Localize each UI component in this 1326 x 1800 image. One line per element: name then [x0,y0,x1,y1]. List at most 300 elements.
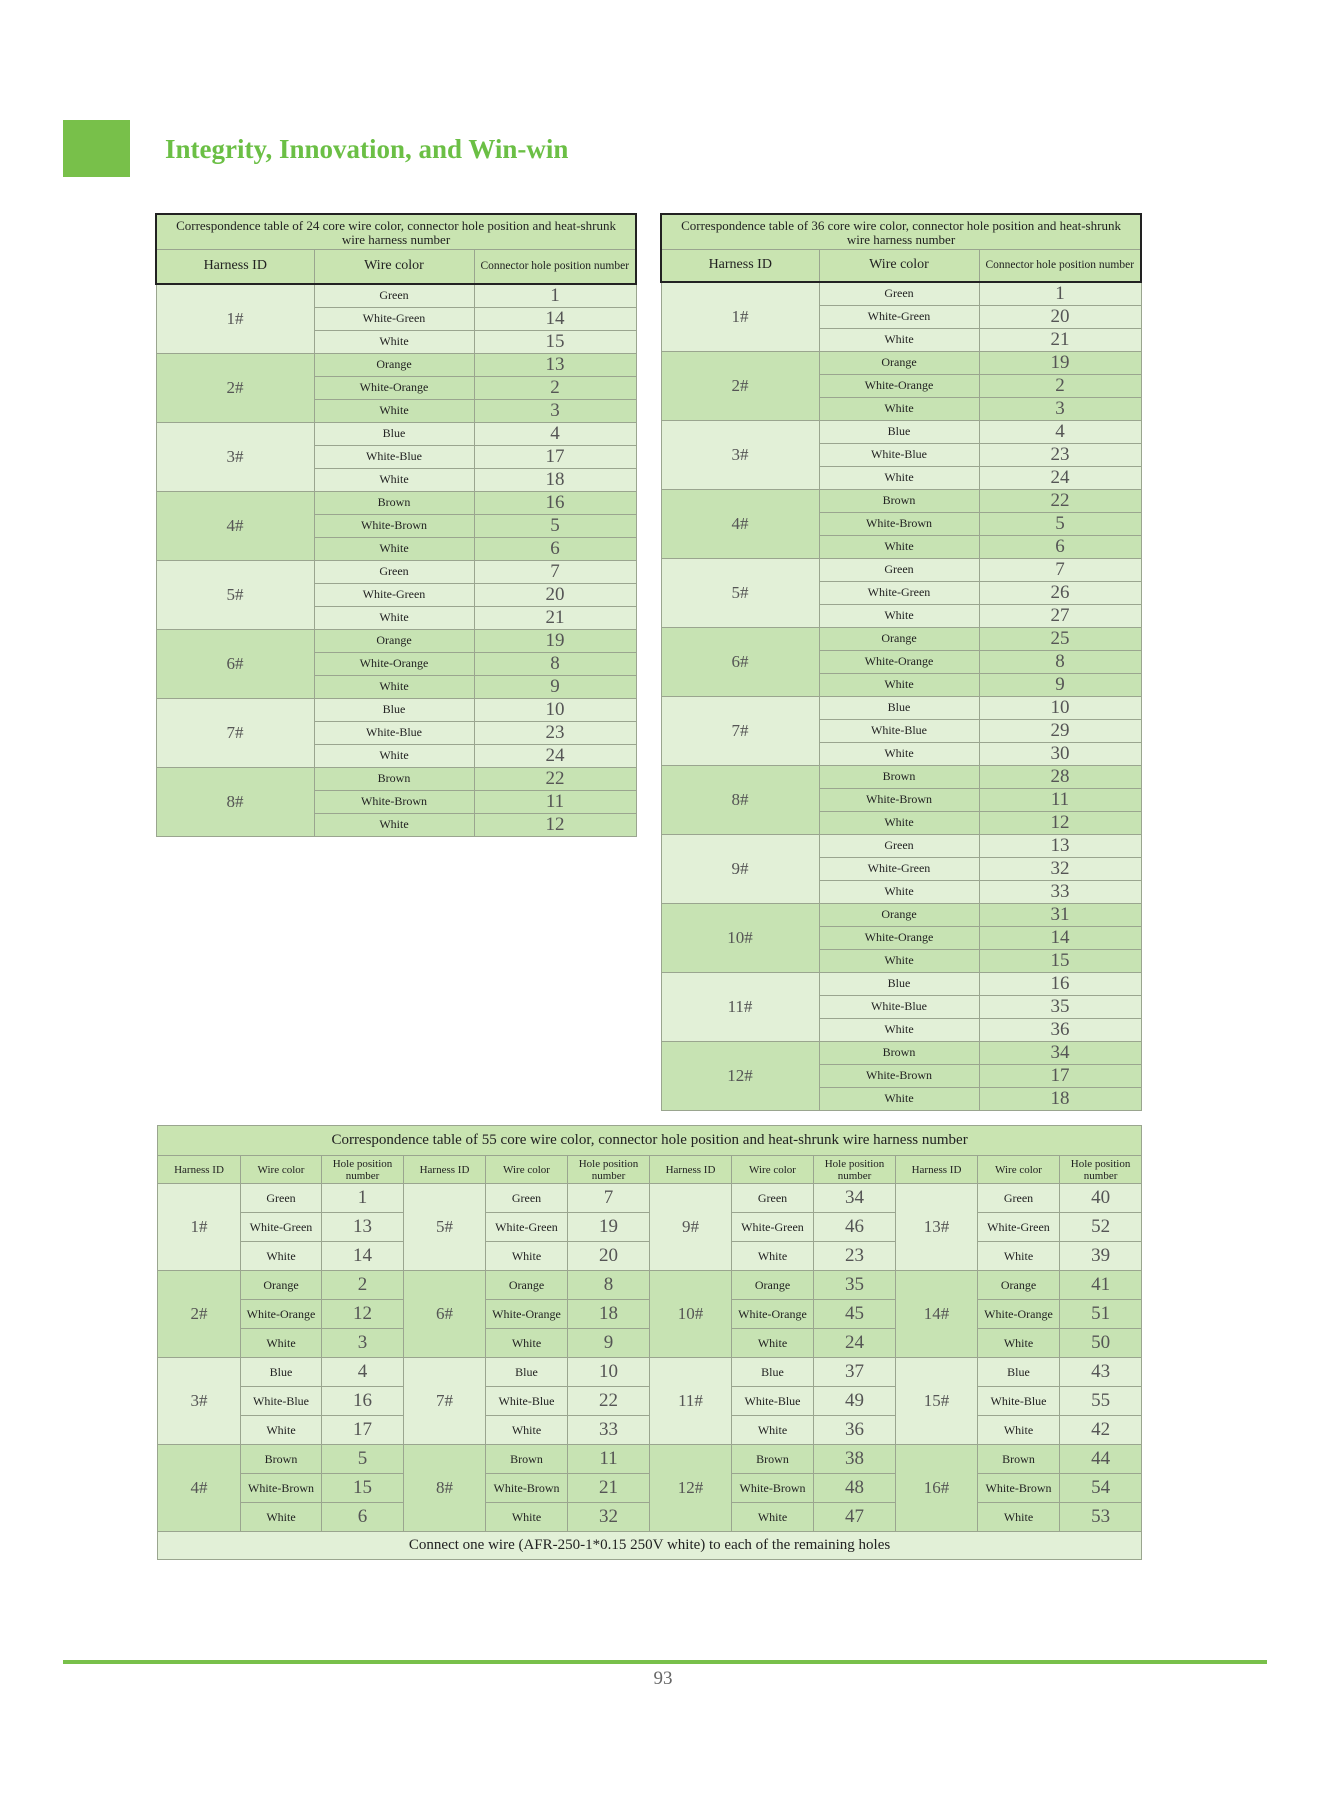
wire-color: White [314,675,474,698]
wire-color: Green [732,1184,814,1213]
table-36-caption: Correspondence table of 36 core wire color, connector hole position and heat-shrunk wire harness number [661,214,1141,250]
wire-color: White-Blue [732,1387,814,1416]
hole-number: 39 [1060,1242,1142,1271]
wire-color: White [314,606,474,629]
hole-number: 51 [1060,1300,1142,1329]
harness-id: 1# [156,284,314,354]
wire-color: White [819,535,979,558]
harness-id: 2# [158,1271,241,1358]
hole-number: 16 [979,972,1141,995]
wire-color: White [486,1242,568,1271]
wire-color: Blue [819,972,979,995]
hole-number: 37 [814,1358,896,1387]
wire-color: White [314,330,474,353]
wire-color: White [732,1329,814,1358]
hole-number: 50 [1060,1329,1142,1358]
wire-color: White-Blue [819,995,979,1018]
hole-number: 31 [979,903,1141,926]
harness-id: 9# [650,1184,732,1271]
wire-color: White-Blue [314,445,474,468]
wire-color: White [241,1329,322,1358]
hole-number: 5 [322,1445,404,1474]
hole-number: 26 [979,581,1141,604]
table-row [661,489,1141,512]
wire-color: Brown [241,1445,322,1474]
hole-number: 16 [474,491,636,514]
hole-number: 1 [474,284,636,308]
hole-number: 30 [979,742,1141,765]
hole-number: 8 [979,650,1141,673]
hole-number: 25 [979,627,1141,650]
table-36-header-color: Wire color [819,250,979,282]
harness-id: 2# [156,353,314,422]
wire-color: White-Orange [978,1300,1060,1329]
wire-color: Orange [314,353,474,376]
wire-color: White-Green [978,1213,1060,1242]
table-row [156,560,636,583]
table-55-header-hole: Hole position number [814,1156,896,1184]
wire-color: White [732,1242,814,1271]
hole-number: 11 [568,1445,650,1474]
hole-number: 12 [474,813,636,836]
table-row [661,627,1141,650]
wire-color: White [486,1503,568,1532]
harness-id: 2# [661,351,819,420]
harness-id: 3# [158,1358,241,1445]
wire-color: White-Brown [978,1474,1060,1503]
hole-number: 36 [814,1416,896,1445]
hole-number: 46 [814,1213,896,1242]
harness-id: 11# [661,972,819,1041]
wire-color: White-Orange [819,650,979,673]
table-36-header-id: Harness ID [661,250,819,282]
wire-color: White-Orange [732,1300,814,1329]
table-row [156,284,636,308]
table-24-header-hole: Connector hole position number [474,250,636,284]
table-row [156,422,636,445]
hole-number: 45 [814,1300,896,1329]
hole-number: 28 [979,765,1141,788]
wire-color: White-Green [486,1213,568,1242]
hole-number: 7 [568,1184,650,1213]
hole-number: 1 [322,1184,404,1213]
wire-color: White [241,1416,322,1445]
table-55-header-color: Wire color [486,1156,568,1184]
hole-number: 3 [322,1329,404,1358]
wire-color: Green [486,1184,568,1213]
table-55-header-id: Harness ID [650,1156,732,1184]
wire-color: Orange [819,903,979,926]
wire-color: White [819,466,979,489]
harness-id: 1# [158,1184,241,1271]
wire-color: White-Blue [819,719,979,742]
wire-color: Brown [819,765,979,788]
harness-id: 7# [661,696,819,765]
hole-number: 10 [568,1358,650,1387]
hole-number: 34 [979,1041,1141,1064]
hole-number: 9 [979,673,1141,696]
hole-number: 36 [979,1018,1141,1041]
hole-number: 38 [814,1445,896,1474]
wire-color: Orange [486,1271,568,1300]
wire-color: Blue [732,1358,814,1387]
wire-color: White [819,949,979,972]
hole-number: 21 [979,328,1141,351]
wire-color: Orange [819,351,979,374]
wire-color: Brown [978,1445,1060,1474]
hole-number: 10 [979,696,1141,719]
wire-color: White-Orange [241,1300,322,1329]
wire-color: Brown [314,491,474,514]
hole-number: 4 [474,422,636,445]
hole-number: 49 [814,1387,896,1416]
table-55-header-id: Harness ID [896,1156,978,1184]
harness-id: 12# [661,1041,819,1110]
wire-color: White-Green [819,857,979,880]
wire-color: Blue [314,698,474,721]
hole-number: 17 [474,445,636,468]
table-55-header-id: Harness ID [158,1156,241,1184]
wire-color: White-Brown [486,1474,568,1503]
wire-color: White [819,1087,979,1110]
hole-number: 6 [979,535,1141,558]
wire-color: White-Green [241,1213,322,1242]
hole-number: 24 [814,1329,896,1358]
wire-color: Orange [819,627,979,650]
hole-number: 32 [568,1503,650,1532]
wire-color: Blue [486,1358,568,1387]
harness-id: 5# [661,558,819,627]
table-36-core [660,213,1140,1111]
wire-color: Green [819,558,979,581]
wire-color: White-Green [732,1213,814,1242]
wire-color: White-Blue [978,1387,1060,1416]
wire-color: Orange [241,1271,322,1300]
wire-color: White-Brown [819,512,979,535]
wire-color: White-Green [314,307,474,330]
harness-id: 6# [156,629,314,698]
wire-color: White [819,604,979,627]
wire-color: Green [978,1184,1060,1213]
wire-color: White-Blue [819,443,979,466]
hole-number: 23 [474,721,636,744]
hole-number: 10 [474,698,636,721]
harness-id: 4# [661,489,819,558]
table-55-core [157,1125,1141,1560]
harness-id: 16# [896,1445,978,1532]
wire-color: White-Brown [732,1474,814,1503]
hole-number: 2 [474,376,636,399]
hole-number: 35 [979,995,1141,1018]
wire-color: White-Brown [314,514,474,537]
table-row [661,282,1141,306]
harness-id: 10# [661,903,819,972]
wire-color: White-Green [819,305,979,328]
hole-number: 24 [979,466,1141,489]
table-row [156,698,636,721]
table-row [661,903,1141,926]
wire-color: Blue [978,1358,1060,1387]
wire-color: Orange [732,1271,814,1300]
table-row [156,767,636,790]
harness-id: 4# [158,1445,241,1532]
hole-number: 16 [322,1387,404,1416]
footer-rule [63,1660,1267,1664]
table-55-header-hole: Hole position number [568,1156,650,1184]
wire-color: White-Orange [314,652,474,675]
hole-number: 23 [979,443,1141,466]
hole-number: 3 [979,397,1141,420]
table-row [158,1358,1142,1387]
harness-id: 11# [650,1358,732,1445]
hole-number: 14 [979,926,1141,949]
hole-number: 42 [1060,1416,1142,1445]
table-36-header-hole: Connector hole position number [979,250,1141,282]
hole-number: 20 [474,583,636,606]
harness-id: 1# [661,282,819,352]
hole-number: 11 [474,790,636,813]
wire-color: Brown [314,767,474,790]
hole-number: 2 [979,374,1141,397]
table-row [661,1041,1141,1064]
hole-number: 4 [322,1358,404,1387]
wire-color: White [819,397,979,420]
table-55-header-color: Wire color [241,1156,322,1184]
hole-number: 19 [979,351,1141,374]
table-row [661,765,1141,788]
table-row [156,491,636,514]
hole-number: 53 [1060,1503,1142,1532]
hole-number: 20 [568,1242,650,1271]
hole-number: 33 [568,1416,650,1445]
hole-number: 44 [1060,1445,1142,1474]
harness-id: 4# [156,491,314,560]
wire-color: White-Blue [241,1387,322,1416]
wire-color: White [819,328,979,351]
hole-number: 14 [322,1242,404,1271]
wire-color: White [314,468,474,491]
hole-number: 35 [814,1271,896,1300]
hole-number: 24 [474,744,636,767]
hole-number: 4 [979,420,1141,443]
table-row [661,558,1141,581]
hole-number: 43 [1060,1358,1142,1387]
wire-color: White [486,1329,568,1358]
hole-number: 22 [474,767,636,790]
table-55-grid [157,1125,1142,1560]
table-24-core [155,213,635,837]
hole-number: 19 [568,1213,650,1242]
harness-id: 6# [661,627,819,696]
hole-number: 12 [979,811,1141,834]
wire-color: Orange [978,1271,1060,1300]
harness-id: 13# [896,1184,978,1271]
harness-id: 5# [156,560,314,629]
table-55-header-hole: Hole position number [1060,1156,1142,1184]
hole-number: 13 [474,353,636,376]
wire-color: White [314,813,474,836]
wire-color: White-Brown [241,1474,322,1503]
table-55-header-color: Wire color [978,1156,1060,1184]
wire-color: White [819,1018,979,1041]
hole-number: 19 [474,629,636,652]
hole-number: 1 [979,282,1141,306]
wire-color: Orange [314,629,474,652]
wire-color: White [732,1416,814,1445]
wire-color: White [819,811,979,834]
harness-id: 3# [156,422,314,491]
wire-color: White [732,1503,814,1532]
accent-block [63,120,130,177]
harness-id: 6# [404,1271,486,1358]
hole-number: 21 [568,1474,650,1503]
wire-color: White [314,399,474,422]
harness-id: 8# [661,765,819,834]
wire-color: Brown [732,1445,814,1474]
table-row [661,834,1141,857]
table-55-header-hole: Hole position number [322,1156,404,1184]
table-24-grid [155,213,637,837]
hole-number: 23 [814,1242,896,1271]
hole-number: 7 [979,558,1141,581]
wire-color: Green [314,284,474,308]
wire-color: White [314,744,474,767]
wire-color: White-Orange [486,1300,568,1329]
hole-number: 15 [474,330,636,353]
hole-number: 40 [1060,1184,1142,1213]
hole-number: 18 [474,468,636,491]
wire-color: White-Orange [314,376,474,399]
wire-color: White-Green [819,581,979,604]
hole-number: 5 [979,512,1141,535]
hole-number: 47 [814,1503,896,1532]
hole-number: 34 [814,1184,896,1213]
wire-color: White-Blue [314,721,474,744]
hole-number: 5 [474,514,636,537]
wire-color: White [819,742,979,765]
wire-color: Green [314,560,474,583]
hole-number: 11 [979,788,1141,811]
table-55-caption: Correspondence table of 55 core wire color, connector hole position and heat-shrunk wire harness number [158,1126,1142,1156]
harness-id: 10# [650,1271,732,1358]
table-row [156,353,636,376]
table-row [156,629,636,652]
wire-color: White [314,537,474,560]
wire-color: Brown [486,1445,568,1474]
hole-number: 8 [474,652,636,675]
hole-number: 22 [568,1387,650,1416]
wire-color: White-Orange [819,926,979,949]
wire-color: Blue [314,422,474,445]
hole-number: 20 [979,305,1141,328]
wire-color: Green [241,1184,322,1213]
wire-color: White [978,1329,1060,1358]
hole-number: 32 [979,857,1141,880]
hole-number: 52 [1060,1213,1142,1242]
table-24-caption: Correspondence table of 24 core wire color, connector hole position and heat-shrunk wire harness number [156,214,636,250]
hole-number: 9 [568,1329,650,1358]
wire-color: White-Brown [819,788,979,811]
hole-number: 27 [979,604,1141,627]
harness-id: 7# [156,698,314,767]
hole-number: 8 [568,1271,650,1300]
wire-color: Brown [819,489,979,512]
hole-number: 33 [979,880,1141,903]
page-heading: Integrity, Innovation, and Win-win [165,134,569,164]
wire-color: Green [819,834,979,857]
hole-number: 41 [1060,1271,1142,1300]
wire-color: White-Brown [819,1064,979,1087]
wire-color: White [241,1503,322,1532]
table-row [158,1445,1142,1474]
harness-id: 5# [404,1184,486,1271]
hole-number: 22 [979,489,1141,512]
wire-color: White [241,1242,322,1271]
wire-color: White-Brown [314,790,474,813]
table-36-grid [660,213,1142,1111]
harness-id: 3# [661,420,819,489]
hole-number: 13 [979,834,1141,857]
hole-number: 15 [979,949,1141,972]
harness-id: 7# [404,1358,486,1445]
harness-id: 8# [156,767,314,836]
hole-number: 3 [474,399,636,422]
hole-number: 54 [1060,1474,1142,1503]
hole-number: 13 [322,1213,404,1242]
table-row [158,1271,1142,1300]
hole-number: 15 [322,1474,404,1503]
hole-number: 2 [322,1271,404,1300]
wire-color: White [978,1242,1060,1271]
table-row [661,696,1141,719]
hole-number: 18 [568,1300,650,1329]
wire-color: White [978,1503,1060,1532]
hole-number: 12 [322,1300,404,1329]
wire-color: Blue [819,696,979,719]
hole-number: 17 [979,1064,1141,1087]
table-55-footnote: Connect one wire (AFR-250-1*0.15 250V white) to each of the remaining holes [158,1532,1142,1560]
wire-color: Blue [819,420,979,443]
table-55-header-id: Harness ID [404,1156,486,1184]
hole-number: 9 [474,675,636,698]
hole-number: 14 [474,307,636,330]
hole-number: 29 [979,719,1141,742]
hole-number: 7 [474,560,636,583]
table-24-header-color: Wire color [314,250,474,284]
wire-color: White [486,1416,568,1445]
hole-number: 21 [474,606,636,629]
wire-color: White [819,673,979,696]
harness-id: 9# [661,834,819,903]
table-row [158,1184,1142,1213]
wire-color: Brown [819,1041,979,1064]
table-55-header-color: Wire color [732,1156,814,1184]
harness-id: 8# [404,1445,486,1532]
hole-number: 6 [474,537,636,560]
wire-color: White-Orange [819,374,979,397]
hole-number: 6 [322,1503,404,1532]
wire-color: Green [819,282,979,306]
hole-number: 17 [322,1416,404,1445]
wire-color: White-Blue [486,1387,568,1416]
hole-number: 48 [814,1474,896,1503]
page-number: 93 [653,1668,673,1689]
harness-id: 14# [896,1271,978,1358]
wire-color: White [978,1416,1060,1445]
wire-color: Blue [241,1358,322,1387]
table-row [661,972,1141,995]
hole-number: 18 [979,1087,1141,1110]
